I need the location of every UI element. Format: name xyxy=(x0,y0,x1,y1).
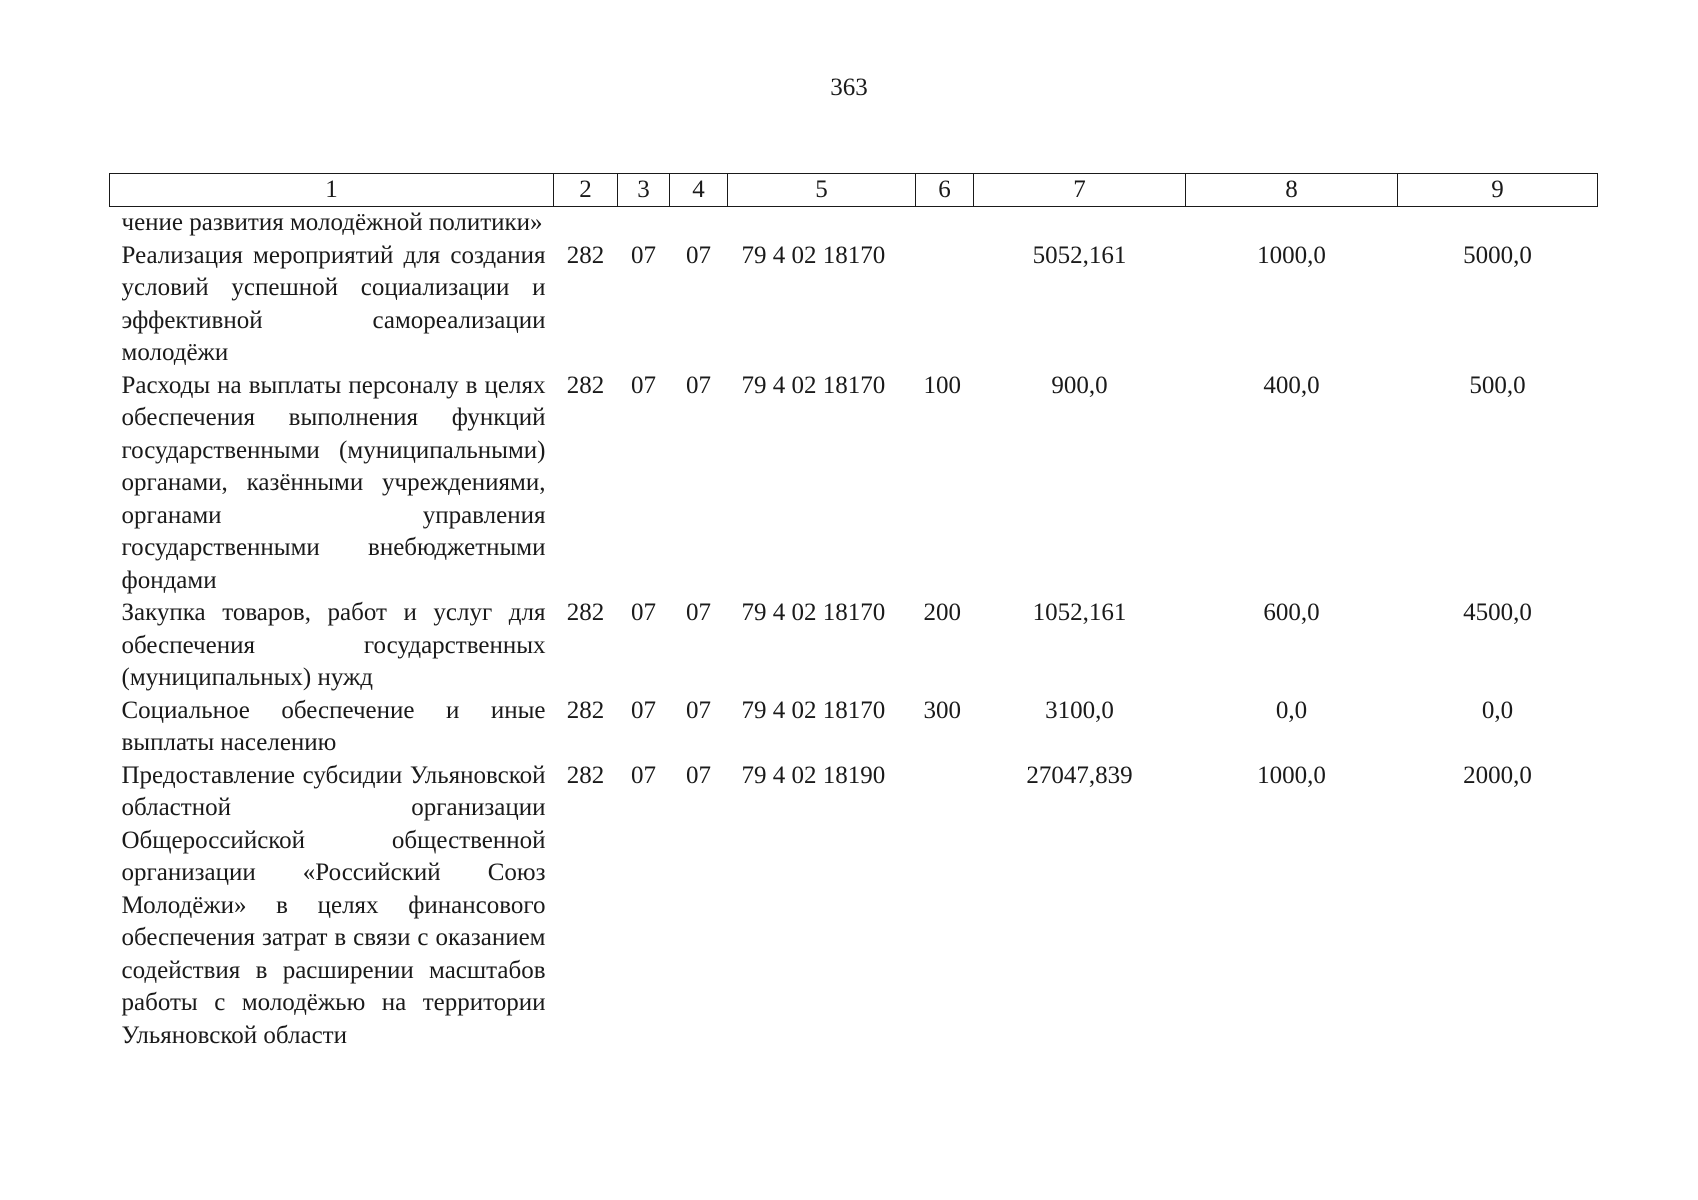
cell-amount-col7: 3100,0 xyxy=(1045,696,1114,724)
cell-amount-col7 xyxy=(974,207,1186,240)
table-row xyxy=(110,207,1598,240)
cell-admin-code: 282 xyxy=(566,696,605,724)
cell-section: 07 xyxy=(631,696,656,724)
cell-target-article xyxy=(728,207,916,240)
cell-admin-code: 282 xyxy=(566,241,605,269)
header-col-7: 7 xyxy=(974,174,1186,207)
cell-section: 07 xyxy=(631,761,656,789)
cell-admin-code: 282 xyxy=(566,599,605,626)
row-description: Предоставление субсидии Ульяновской областной организации Общероссийской общественной организации «Российский Союз Молодёжи» в целях финансового обеспечения затрат в связи с оказанием содействия в расширении масштабов работы с молодёжью на территории Ульяновской области xyxy=(121,761,546,1049)
header-col-9: 9 xyxy=(1398,174,1598,207)
header-row xyxy=(110,174,1598,207)
cell-amount-col8: 0,0 xyxy=(1275,696,1308,724)
cell-target-article: 79 4 02 18170 xyxy=(741,371,886,399)
cell-subsection: 07 xyxy=(686,371,711,399)
header-col-1: 1 xyxy=(110,174,554,207)
cell-amount-col9: 500,0 xyxy=(1469,371,1526,399)
cell-expense-type xyxy=(916,240,974,370)
cell-section xyxy=(618,207,670,240)
cell-target-article: 79 4 02 18170 xyxy=(741,696,886,724)
cell-admin-code xyxy=(554,207,618,240)
cell-subsection: 07 xyxy=(686,761,711,789)
cell-amount-col9 xyxy=(1398,207,1598,240)
cell-section: 07 xyxy=(631,599,656,626)
cell-amount-col7: 27047,839 xyxy=(1026,761,1133,789)
cell-amount-col7: 900,0 xyxy=(1051,371,1108,399)
cell-amount-col8: 1000,0 xyxy=(1257,761,1326,789)
cell-target-article: 79 4 02 18190 xyxy=(741,761,886,789)
table-row xyxy=(110,695,1598,760)
cell-amount-col8 xyxy=(1186,207,1398,240)
cell-subsection: 07 xyxy=(686,696,711,724)
row-description: чение развития молодёжной политики» xyxy=(121,209,543,236)
cell-subsection xyxy=(670,207,728,240)
cell-expense-type: 100 xyxy=(923,371,961,399)
row-description: Социальное обеспечение и иные выплаты населению xyxy=(121,696,546,756)
cell-expense-type xyxy=(916,207,974,240)
budget-table xyxy=(109,173,1598,1052)
header-col-5: 5 xyxy=(728,174,916,207)
table-row xyxy=(110,370,1598,598)
cell-expense-type xyxy=(916,760,974,1053)
cell-target-article: 79 4 02 18170 xyxy=(741,599,886,626)
cell-expense-type: 200 xyxy=(923,599,961,626)
cell-subsection: 07 xyxy=(686,241,711,269)
row-description: Реализация мероприятий для создания условий успешной социализации и эффективной самореализации молодёжи xyxy=(121,241,546,366)
header-col-3: 3 xyxy=(618,174,670,207)
header-col-6: 6 xyxy=(916,174,974,207)
row-description: Закупка товаров, работ и услуг для обеспечения государственных (муниципальных) нужд xyxy=(121,599,546,691)
header-col-8: 8 xyxy=(1186,174,1398,207)
cell-amount-col8: 400,0 xyxy=(1263,371,1320,399)
header-col-2: 2 xyxy=(554,174,618,207)
cell-admin-code: 282 xyxy=(566,371,605,399)
cell-expense-type: 300 xyxy=(923,696,961,724)
cell-amount-col8: 1000,0 xyxy=(1257,241,1326,269)
table-row xyxy=(110,240,1598,370)
cell-amount-col9: 4500,0 xyxy=(1463,599,1532,626)
cell-section: 07 xyxy=(631,241,656,269)
cell-amount-col9: 0,0 xyxy=(1481,696,1514,724)
cell-amount-col8: 600,0 xyxy=(1263,599,1320,626)
table-row xyxy=(110,597,1598,695)
cell-amount-col7: 5052,161 xyxy=(1032,241,1127,269)
page-number: 363 xyxy=(830,74,868,101)
cell-admin-code: 282 xyxy=(566,761,605,789)
cell-section: 07 xyxy=(631,371,656,399)
cell-target-article: 79 4 02 18170 xyxy=(741,241,886,269)
cell-amount-col9: 5000,0 xyxy=(1463,241,1532,269)
header-col-4: 4 xyxy=(670,174,728,207)
cell-subsection: 07 xyxy=(686,599,711,626)
cell-amount-col9: 2000,0 xyxy=(1463,761,1532,789)
table-row xyxy=(110,760,1598,1053)
row-description: Расходы на выплаты персоналу в целях обеспечения выполнения функций государственными (муниципальными) органами, казёнными учреждениями, органами управления государственными внебюджетными фондами xyxy=(121,371,546,594)
cell-amount-col7: 1052,161 xyxy=(1032,599,1127,626)
